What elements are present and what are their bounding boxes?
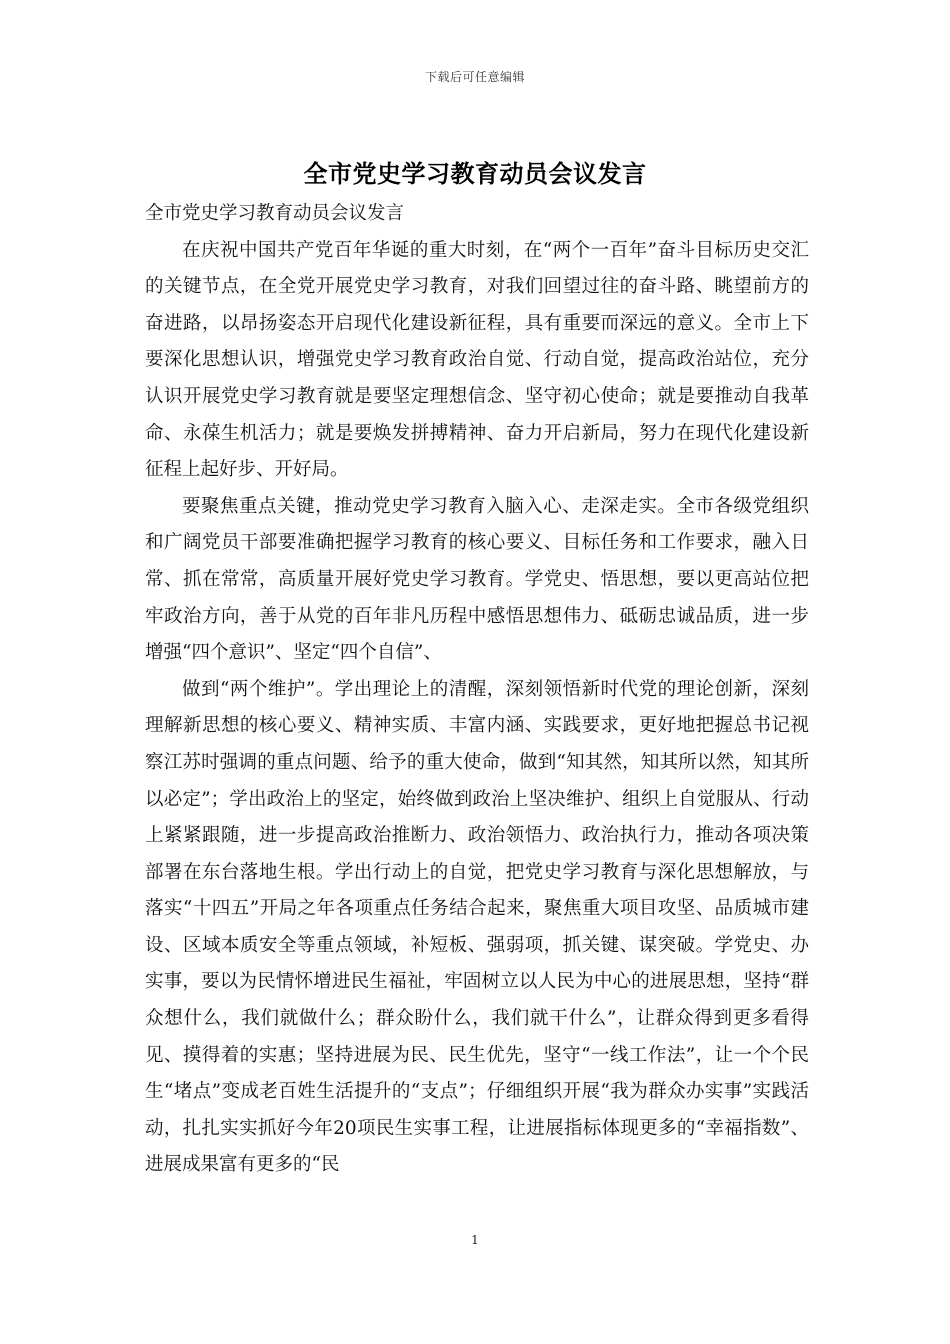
subtitle-line: 全市党史学习教育动员会议发言: [145, 203, 405, 224]
paragraph: 做到“两个维护”。学出理论上的清醒，深刻领悟新时代党的理论创新，深刻理解新思想的核心要义、精神实质、丰富内涵、实践要求，更好地把握总书记视察江苏时强调的重点问题、给予的重大使命，做到“知其然，知其所以然，知其所以必定”；学出政治上的坚定，始终做到政治上坚决维护、组织上自觉服从、行动上紧紧跟随，进一步提高政治推断力、政治领悟力、政治执行力，推动各项决策部署在东台落地生根。学出行动上的自觉，把党史学习教育与深化思想解放，与落实“十四五”开局之年各项重点任务结合起来，聚焦重大项目攻坚、品质城市建设、区域本质安全等重点领域，补短板、强弱项，抓关键、谋突破。学党史、办实事，要以为民情怀增进民生福祉，牢固树立以人民为中心的进展思想，坚持“群众想什么，我们就做什么；群众盼什么，我们就干什么”，让群众得到更多看得见、摸得着的实惠；坚持进展为民、民生优先，坚守“一线工作法”，让一个个民生“堵点”变成老百姓生活提升的“支点”；仔细组织开展“我为群众办实事”实践活动，扎扎实实抓好今年20项民生实事工程，让进展指标体现更多的“幸福指数”、进展成果富有更多的“民: [145, 678, 809, 1176]
page-number: 1: [471, 1233, 479, 1247]
document-title: 全市党史学习教育动员会议发言: [303, 159, 647, 188]
paragraph: 要聚焦重点关键，推动党史学习教育入脑入心、走深走实。全市各级党组织和广阔党员干部要准确把握学习教育的核心要义、目标任务和工作要求，融入日常、抓在常常，高质量开展好党史学习教育。学党史、悟思想，要以更高站位把牢政治方向，善于从党的百年非凡历程中感悟思想伟力、砥砺忠诚品质，进一步增强“四个意识”、坚定“四个自信”、: [145, 495, 809, 664]
header-note: 下载后可任意编辑: [424, 70, 525, 84]
document-body: [145, 196, 809, 1184]
paragraph: 在庆祝中国共产党百年华诞的重大时刻，在“两个一百年”奋斗目标历史交汇的关键节点，在全党开展党史学习教育，对我们回望过往的奋斗路、眺望前方的奋进路，以昂扬姿态开启现代化建设新征程，具有重要而深远的意义。全市上下要深化思想认识，增强党史学习教育政治自觉、行动自觉，提高政治站位，充分认识开展党史学习教育就是要坚定理想信念、坚守初心使命；就是要推动自我革命、永葆生机活力；就是要焕发拼搏精神、奋力开启新局，努力在现代化建设新征程上起好步、开好局。: [145, 239, 809, 481]
